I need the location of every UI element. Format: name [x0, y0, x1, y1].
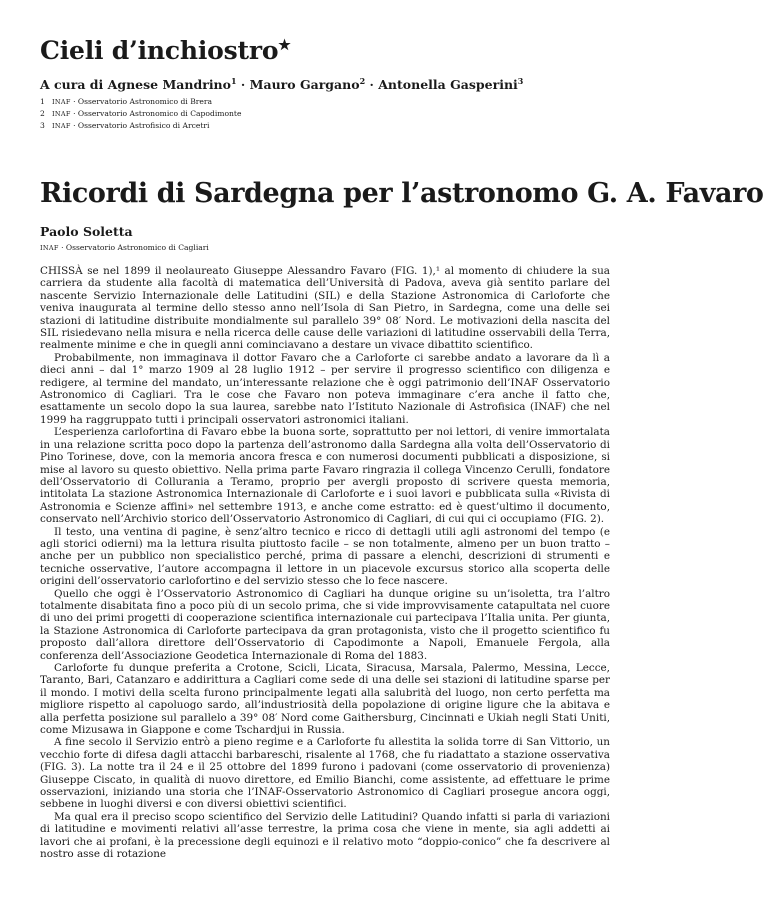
article-title: Ricordi di Sardegna per l’astronomo G. A. Favaro [40, 178, 764, 209]
paragraph: Quello che oggi è l’Osservatorio Astronomico di Cagliari ha dunque origine su un’isoletta, tra l’altro totalmente disabitata fino a poco più di un secolo prima, che si vide improvvisamente catapultata nel cuore di uno dei primi progetti di cooperazione scientifica internazionale cui partecipava l’Italia unita. Per giunta, la Stazione Astronomica di Carloforte partecipava da gran protagonista, visto che il progetto scientifico fu proposto dall’allora direttore dell’Osservatorio di Capodimonte a Napoli, Emanuele Fergola, alla conferenza dell’Associazione Geodetica Internazionale di Roma del 1883. [40, 587, 610, 662]
affiliation-line: 2 INAF · Osservatorio Astronomico di Capodimonte [40, 109, 242, 118]
paragraph: Ma qual era il preciso scopo scientifico del Servizio delle Latitudini? Quando infatti si parla di variazioni di latitudine e movimenti relativi all’asse terrestre, la prima cosa che viene in mente, sia agli addetti ai lavori che ai profani, è la precessione degli equinozi e il relativo moto “doppio-conico” che fa descrivere al nostro asse di rotazione [40, 810, 610, 861]
author-affiliation: INAF · Osservatorio Astronomico di Cagliari [40, 243, 209, 252]
affiliation-line: 1 INAF · Osservatorio Astronomico di Brera [40, 97, 213, 106]
article-body [40, 265, 610, 861]
paragraph: Il testo, una ventina di pagine, è senz’altro tecnico e ricco di dettagli utili agli astronomi del tempo (e agli storici odierni) ma la lettura risulta piuttosto facile – se non totalmente, almeno per un buon tratto – anche per un pubblico non specialistico perché, prima di passare a elenchi, descrizioni di strumenti e tecniche osservative, l’autore accompagna il lettore in un piacevole excursus storico alla scoperta delle origini dell’osservatorio carlofortino e del servizio stesso che lo fece nascere. [40, 525, 610, 588]
paragraph: CHISSÀ se nel 1899 il neolaureato Giuseppe Alessandro Favaro (FIG. 1),¹ al momento di chiudere la sua carriera da studente alla facoltà di matematica dell’Università di Padova, aveva già sentito parlare del nascente Servizio Internazionale delle Latitudini (SIL) e della Stazione Astronomica di Carloforte che veniva inaugurata al termine dello stesso anno nell’Isola di San Pietro, in Sardegna, come una delle sei stazioni di latitudine distribuite mondialmente sul parallelo 39° 08′ Nord. Le motivazioni della nascita del SIL risiedevano nella misura e nella ricerca delle cause delle variazioni di latitudine osservabili della Terra, realmente minime e che in quegli anni cominciavano a destare un vivace dibattito scientifico. [40, 265, 610, 352]
paragraph: Probabilmente, non immaginava il dottor Favaro che a Carloforte ci sarebbe andato a lavorare da lì a dieci anni – dal 1° marzo 1909 al 28 luglio 1912 – per servire il progresso scientifico con diligenza e redigere, al termine del mandato, un’interessante relazione che è oggi patrimonio dell’INAF Osservatorio Astronomico di Cagliari. Tra le cose che Favaro non poteva immaginare c’era anche il fatto che, esattamente un secolo dopo la sua laurea, sarebbe nato l’Istituto Nazionale di Astrofisica (INAF) che nel 1999 ha raggruppato tutti i principali osservatori astronomici italiani. [40, 351, 610, 426]
editors-line: A cura di Agnese Mandrino$^1$ · Mauro Gargano$^2$ · Antonella Gasperini$^3$ [40, 76, 524, 93]
editor-name: Agnese Mandrino [107, 77, 231, 93]
star-mark: ★ [278, 37, 291, 54]
editor-name: Antonella Gasperini [378, 77, 518, 93]
paragraph: A fine secolo il Servizio entrò a pieno regime e a Carloforte fu allestita la solida torre di San Vittorio, un vecchio forte di difesa dagli attacchi barbareschi, risalente al 1768, che fu riadattato a stazione osservativa (FIG. 3). La notte tra il 24 e il 25 ottobre del 1899 furono i padovani (come osservatorio di provenienza) Giuseppe Ciscato, in qualità di nuovo direttore, ed Emilio Bianchi, come assistente, ad effettuare le prime osservazioni, iniziando una storia che l’INAF-Osservatorio Astronomico di Cagliari prosegue ancora oggi, sebbene in luoghi diversi e con diversi obiettivi scientifici. [40, 736, 610, 811]
author-name: Paolo Soletta [40, 224, 133, 239]
editor-affiliations [40, 96, 241, 132]
section-title: Cieli d’inchiostro★ [40, 36, 291, 65]
editor-name: Mauro Gargano [249, 77, 360, 93]
paragraph: L’esperienza carlofortina di Favaro ebbe la buona sorte, soprattutto per noi lettori, di venire immortalata in una relazione scritta poco dopo la partenza dell’astronomo dalla Sardegna alla volta dell’Osservatorio di Pino Torinese, dove, con la memoria ancora fresca e con numerosi documenti pubblicati a disposizione, si mise al lavoro su questo obiettivo. Nella prima parte Favaro ringrazia il collega Vincenzo Cerulli, fondatore dell’Osservatorio di Collurania a Teramo, proprio per avergli proposto di scrivere questa memoria, intitolata La stazione Astronomica Internazionale di Carloforte e i suoi lavori e pubblicata sulla «Rivista di Astronomia e Scienze affini» nel settembre 1913, e anche come estratto: ed è quest’ultimo il documento, conservato nell’Archivio storico dell’Osservatorio Astronomico di Cagliari, di cui qui ci occupiamo (FIG. 2). [40, 426, 610, 526]
paragraph: Carloforte fu dunque preferita a Crotone, Scicli, Licata, Siracusa, Marsala, Palermo, Messina, Lecce, Taranto, Bari, Catanzaro e addirittura a Cagliari come sede di una delle sei stazioni di latitudine sparse per il mondo. I motivi della scelta furono principalmente legati alla salubrità del luogo, non certo perfetta ma migliore rispetto al capoluogo sardo, all’industriosità della popolazione di origine ligure che la abitava e alla perfetta posizione sul parallelo a 39° 08′ Nord come Gaithersburg, Cincinnati e Ukiah negli Stati Uniti, come Mizusawa in Giappone e come Tschardjui in Russia. [40, 662, 610, 737]
affiliation-line: 3 INAF · Osservatorio Astrofisico di Arcetri [40, 121, 210, 130]
